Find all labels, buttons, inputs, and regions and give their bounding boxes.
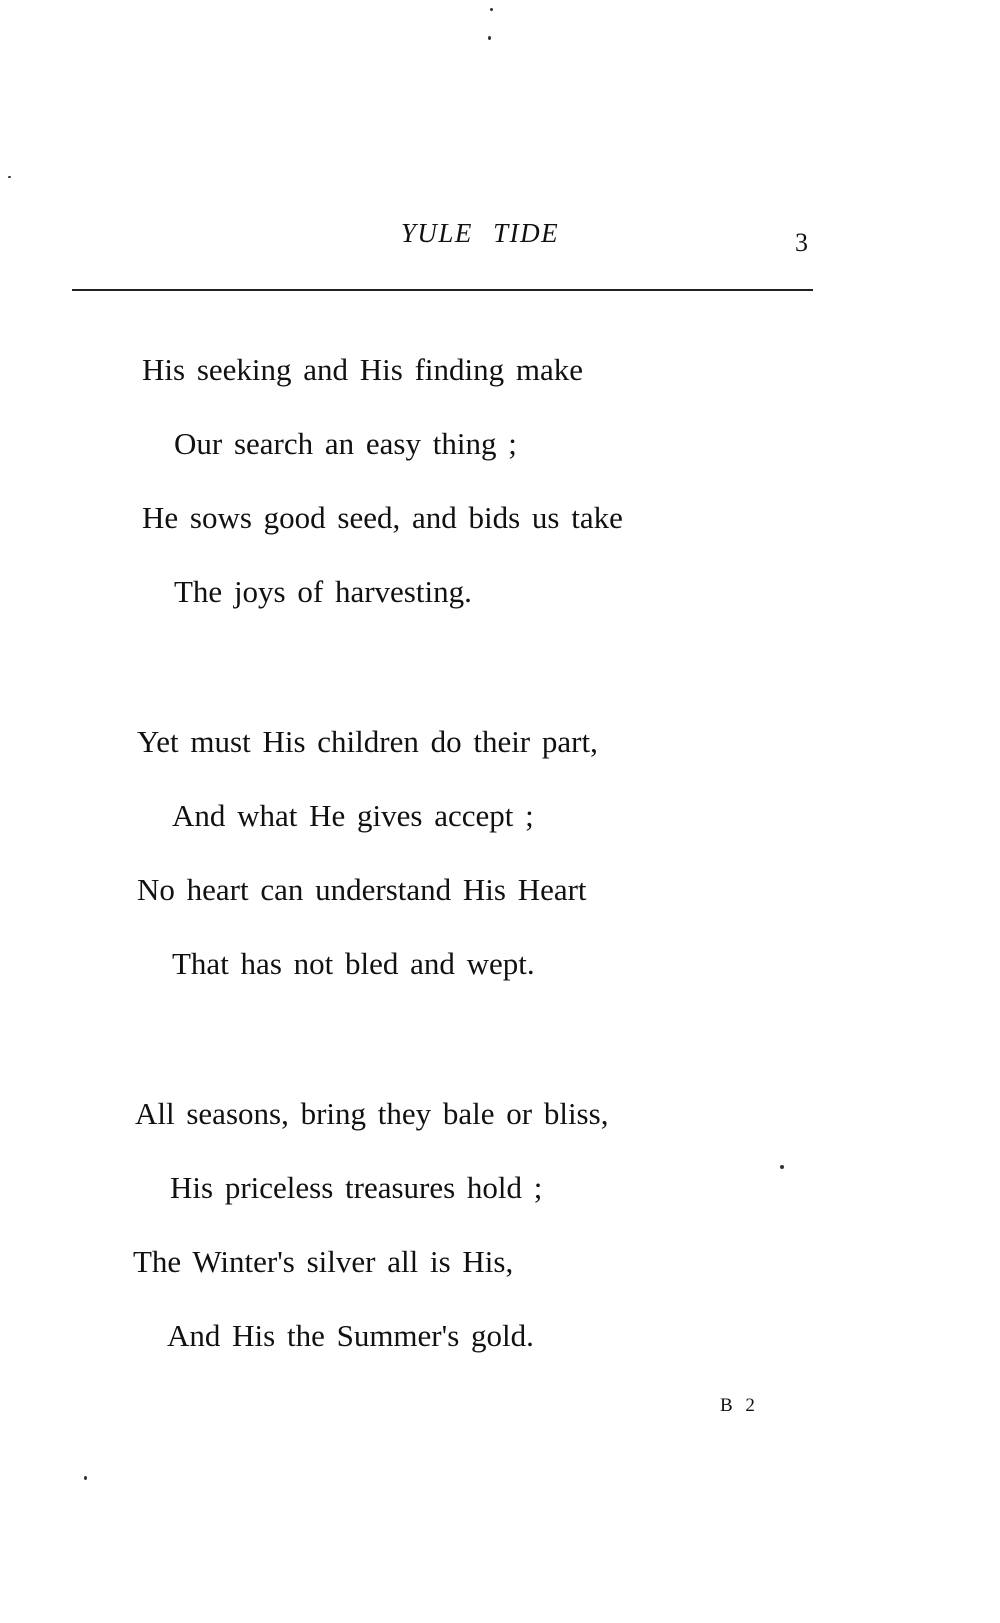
scan-speck — [780, 1165, 784, 1169]
page-number: 3 — [795, 228, 808, 257]
poem-line: No heart can understand His Heart — [137, 872, 587, 907]
poem-line: The Winter's silver all is His, — [133, 1244, 514, 1279]
signature-mark: B 2 — [720, 1395, 759, 1416]
poem-line: And His the Summer's gold. — [167, 1318, 534, 1353]
scan-speck — [8, 176, 11, 178]
header-rule — [72, 289, 813, 291]
poem-line: Yet must His children do their part, — [137, 724, 598, 759]
poem-line: All seasons, bring they bale or bliss, — [135, 1096, 609, 1131]
poem-line: Our search an easy thing ; — [174, 426, 517, 461]
scan-speck — [488, 36, 491, 40]
poem-line: And what He gives accept ; — [172, 798, 534, 833]
scan-speck — [84, 1476, 87, 1480]
running-title: YULE TIDE — [400, 218, 560, 248]
poem-line: He sows good seed, and bids us take — [142, 500, 623, 535]
poem-line: His priceless treasures hold ; — [170, 1170, 543, 1205]
scan-speck — [490, 8, 493, 11]
poem-line: That has not bled and wept. — [172, 946, 535, 981]
poem-line: His seeking and His finding make — [142, 352, 584, 387]
poem-line: The joys of harvesting. — [174, 574, 472, 609]
